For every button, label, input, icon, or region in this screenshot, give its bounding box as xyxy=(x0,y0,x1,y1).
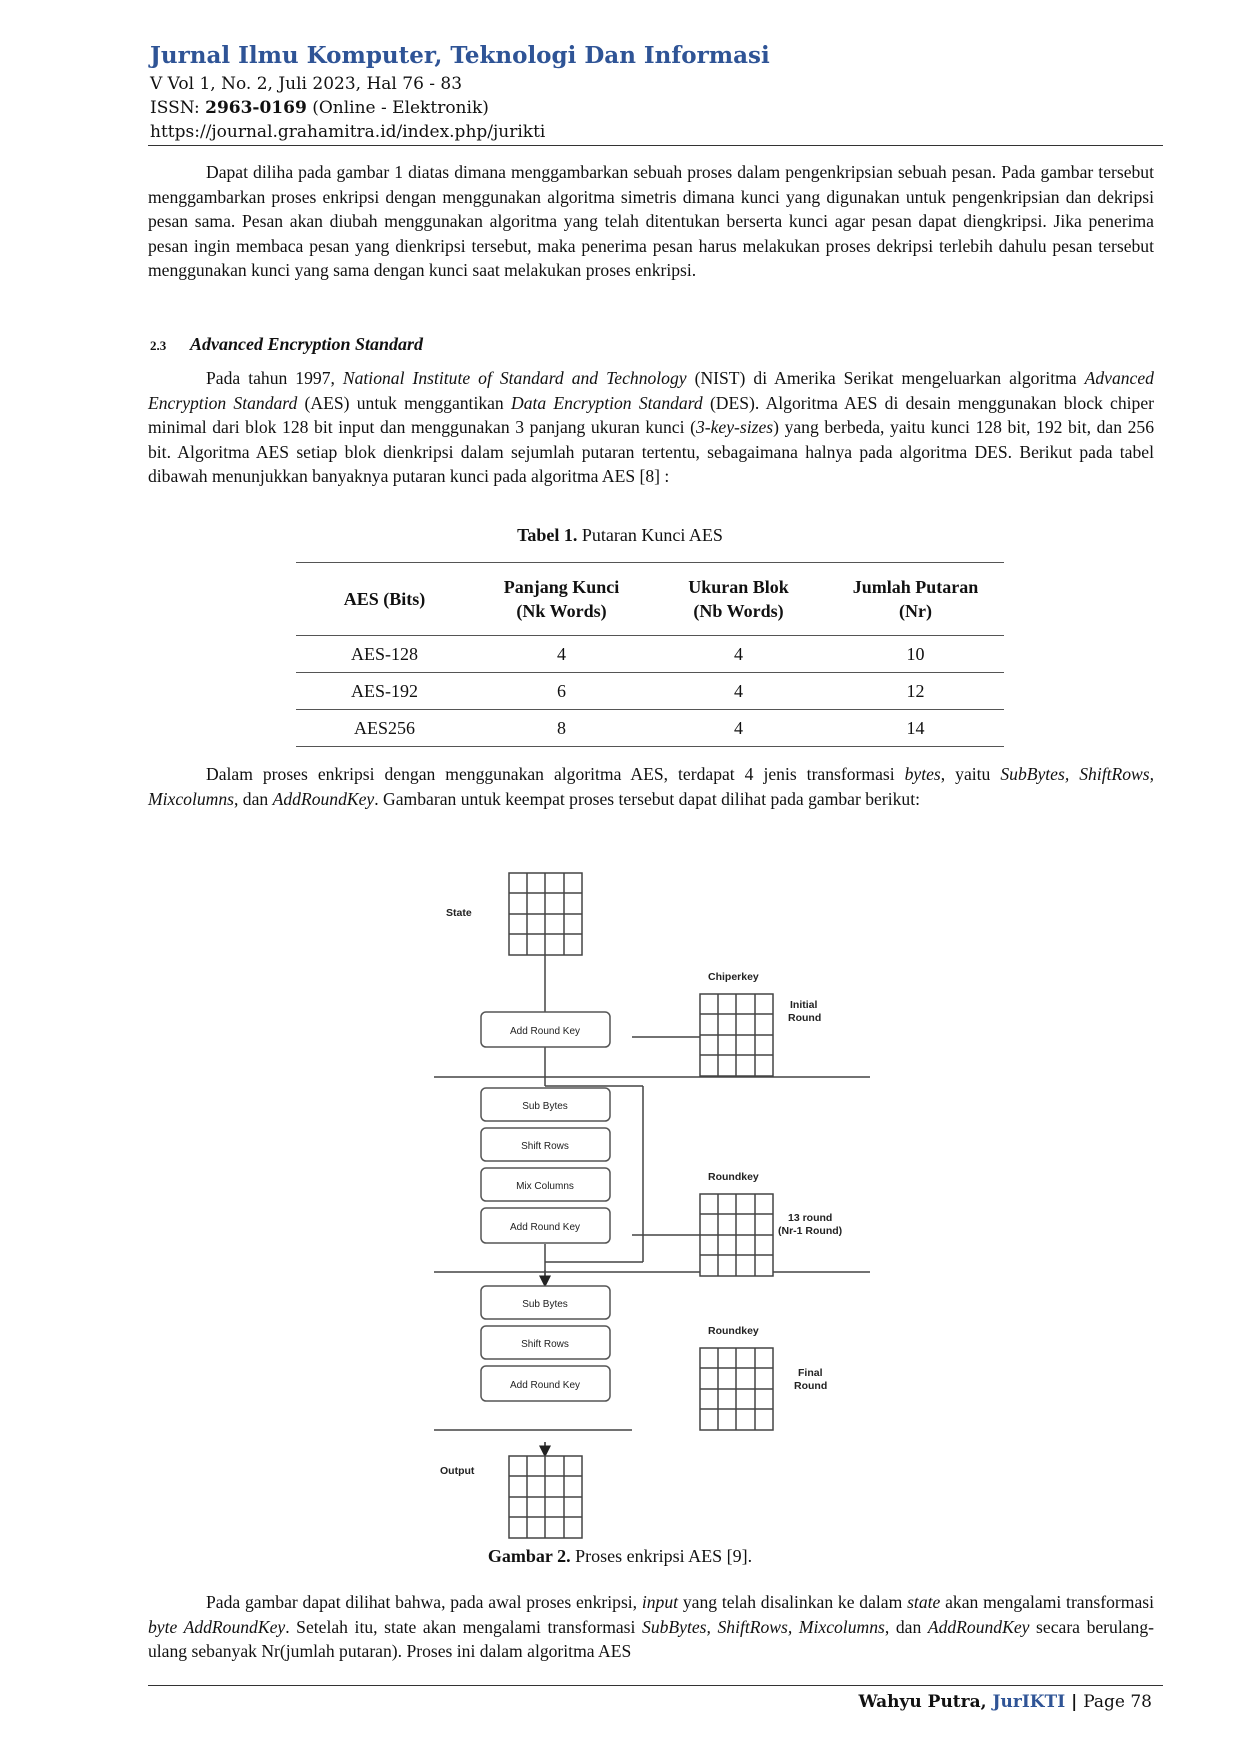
table-cell: 4 xyxy=(650,673,827,710)
header-line: AES (Bits) xyxy=(343,589,426,609)
table-cell: 4 xyxy=(473,636,650,673)
page-footer xyxy=(859,1692,1152,1712)
table-cell: AES256 xyxy=(296,710,473,747)
p3-text: , dan xyxy=(234,788,273,809)
journal-url[interactable]: https://journal.grahamitra.id/index.php/jurikti xyxy=(150,122,546,142)
table-cell: 12 xyxy=(827,673,1004,710)
section-number: 2.3 xyxy=(150,338,167,353)
box-label: Add Round Key xyxy=(509,1026,581,1037)
initial-round-label: Initial xyxy=(790,999,818,1011)
header-line: (Nk Words) xyxy=(516,601,607,621)
table-caption-label: Tabel 1. xyxy=(517,525,578,545)
table-cell: AES-192 xyxy=(296,673,473,710)
table-cell: 14 xyxy=(827,710,1004,747)
roundkey-label: Roundkey xyxy=(708,1325,759,1337)
table-caption-text: Putaran Kunci AES xyxy=(577,525,723,545)
chiperkey-label: Chiperkey xyxy=(708,971,759,983)
p4-text: akan mengalami transformasi xyxy=(940,1592,1154,1612)
p3-italic: SubBytes, ShiftRows, Mixcolumns xyxy=(148,764,1155,809)
state-label: State xyxy=(446,907,472,919)
p4-italic: input xyxy=(641,1592,679,1612)
table-cell: 4 xyxy=(650,636,827,673)
p4-italic: SubBytes, ShiftRows, Mixcolumns xyxy=(642,1616,885,1637)
table-cell: 10 xyxy=(827,636,1004,673)
header-line: (Nr) xyxy=(899,601,932,621)
roundkey-label: Roundkey xyxy=(708,1171,759,1183)
p3-text: . Gambaran untuk keempat proses tersebut dapat dilihat pada gambar berikut: xyxy=(374,788,920,809)
header-line: Ukuran Blok xyxy=(688,577,789,597)
p2-text: ) yang berbeda, yaitu kunci 128 bit, 192 bit, dan 256 bit. Algoritma AES setiap blok dienkripsi dalam sejumlah putaran tertentu, sebagaimana halnya pada algoritma DES. Berikut pada tabel dibawah menunjukkan banyaknya putaran kunci pada algoritma AES [8] : xyxy=(148,417,1154,486)
p2-text: (AES) untuk menggantikan xyxy=(297,392,511,413)
p4-italic: state xyxy=(907,1592,941,1612)
box-label: Add Round Key xyxy=(509,1380,581,1391)
nr-round-label: (Nr-1 Round) xyxy=(778,1225,843,1237)
footer-author: Wahyu Putra, xyxy=(858,1692,993,1712)
final-round-label: Round xyxy=(794,1380,828,1392)
section-title: Advanced Encryption Standard xyxy=(190,334,424,354)
p3-italic: bytes xyxy=(904,764,941,784)
p2-italic: Advanced Encryption Standard xyxy=(148,368,1154,413)
chiperkey-grid xyxy=(700,994,773,1076)
p4-text: . Setelah itu, state akan mengalami transformasi xyxy=(285,1616,643,1637)
p2-italic: National Institute of Standard and Technology xyxy=(342,368,687,388)
output-grid xyxy=(509,1456,582,1538)
paragraph-1: Dapat diliha pada gambar 1 diatas dimana menggambarkan sebuah proses dalam pengenkripsian sebuah pesan. Pada gambar tersebut menggambarkan proses enkripsi dengan menggunakan algoritma simetris dimana kunci yang digunakan untuk pengenkripsian dan dekripsi pesan sama. Pesan akan diubah menggunakan algoritma yang telah ditentukan berserta kunci agar pesan dapat diengkripsi. Jika penerima pesan ingin membaca pesan yang dienkripsi tersebut, maka penerima pesan harus melakukan proses dekripsi terlebih dahulu pesan tersebut menggunakan kunci yang sama dengan kunci saat melakukan proses enkripsi. xyxy=(148,162,1154,280)
header-line: Panjang Kunci xyxy=(503,577,620,597)
state-grid xyxy=(509,873,582,955)
figure-caption-label: Gambar 2. xyxy=(487,1546,571,1566)
p4-text: secara berulang-ulang sebanyak Nr(jumlah putaran). Proses ini dalam algoritma AES xyxy=(148,1616,1154,1661)
footer-journal: JurIKTI xyxy=(992,1692,1066,1712)
box-label: Shift Rows xyxy=(521,1339,569,1350)
issn-label: ISSN: xyxy=(150,98,206,118)
p2-text: (DES). Algoritma AES di desain menggunakan block chiper minimal dari blok 128 bit input dan menggunakan 3 panjang ukuran kunci ( xyxy=(148,392,1154,437)
table-cell: 6 xyxy=(473,673,650,710)
roundkey-grid-2 xyxy=(700,1348,773,1430)
p4-italic: byte AddRoundKey xyxy=(148,1616,286,1637)
p2-text: Pada tahun 1997, xyxy=(206,368,343,388)
journal-title: Jurnal Ilmu Komputer, Teknologi Dan Informasi xyxy=(150,42,770,69)
table-cell: 4 xyxy=(650,710,827,747)
p4-text: , dan xyxy=(884,1616,928,1637)
issn-number: 2963-0169 xyxy=(205,98,307,118)
final-round-label: Final xyxy=(798,1367,823,1379)
p4-text: Pada gambar dapat dilihat bahwa, pada awal proses enkripsi, xyxy=(206,1592,642,1612)
box-label: Sub Bytes xyxy=(522,1101,568,1112)
initial-round-label: Round xyxy=(788,1012,822,1024)
p2-text: (NIST) di Amerika Serikat mengeluarkan algoritma xyxy=(686,368,1085,388)
issn-type: (Online - Elektronik) xyxy=(306,98,489,118)
paragraph-4 xyxy=(148,1590,1154,1664)
box-label: Mix Columns xyxy=(516,1181,574,1192)
journal-volume: V Vol 1, No. 2, Juli 2023, Hal 76 - 83 xyxy=(150,74,463,94)
p3-text: Dalam proses enkripsi dengan menggunakan algoritma AES, terdapat 4 jenis transformasi xyxy=(206,764,905,784)
p4-text: yang telah disalinkan ke dalam xyxy=(678,1592,908,1612)
figure-caption-text: Proses enkripsi AES [9]. xyxy=(570,1546,753,1566)
p3-italic: AddRoundKey xyxy=(272,788,375,809)
footer-separator: | xyxy=(1065,1692,1084,1712)
table-cell: 8 xyxy=(473,710,650,747)
footer-rule xyxy=(148,1685,1163,1686)
p2-italic: 3-key-sizes xyxy=(695,417,774,437)
figure-caption xyxy=(0,1546,1240,1567)
p3-text: , yaitu xyxy=(940,764,1001,784)
p4-italic: AddRoundKey xyxy=(927,1616,1030,1637)
table-cell: AES-128 xyxy=(296,636,473,673)
box-label: Shift Rows xyxy=(521,1141,569,1152)
roundkey-grid-1 xyxy=(700,1194,773,1276)
footer-page-number: Page 78 xyxy=(1083,1692,1152,1712)
p2-italic: Data Encryption Standard xyxy=(510,392,703,413)
header-line: (Nb Words) xyxy=(693,601,784,621)
header-line: Jumlah Putaran xyxy=(852,577,979,597)
box-label: Add Round Key xyxy=(509,1222,581,1233)
nr-round-label: 13 round xyxy=(788,1212,833,1224)
box-label: Sub Bytes xyxy=(522,1299,568,1310)
output-label: Output xyxy=(440,1465,475,1477)
